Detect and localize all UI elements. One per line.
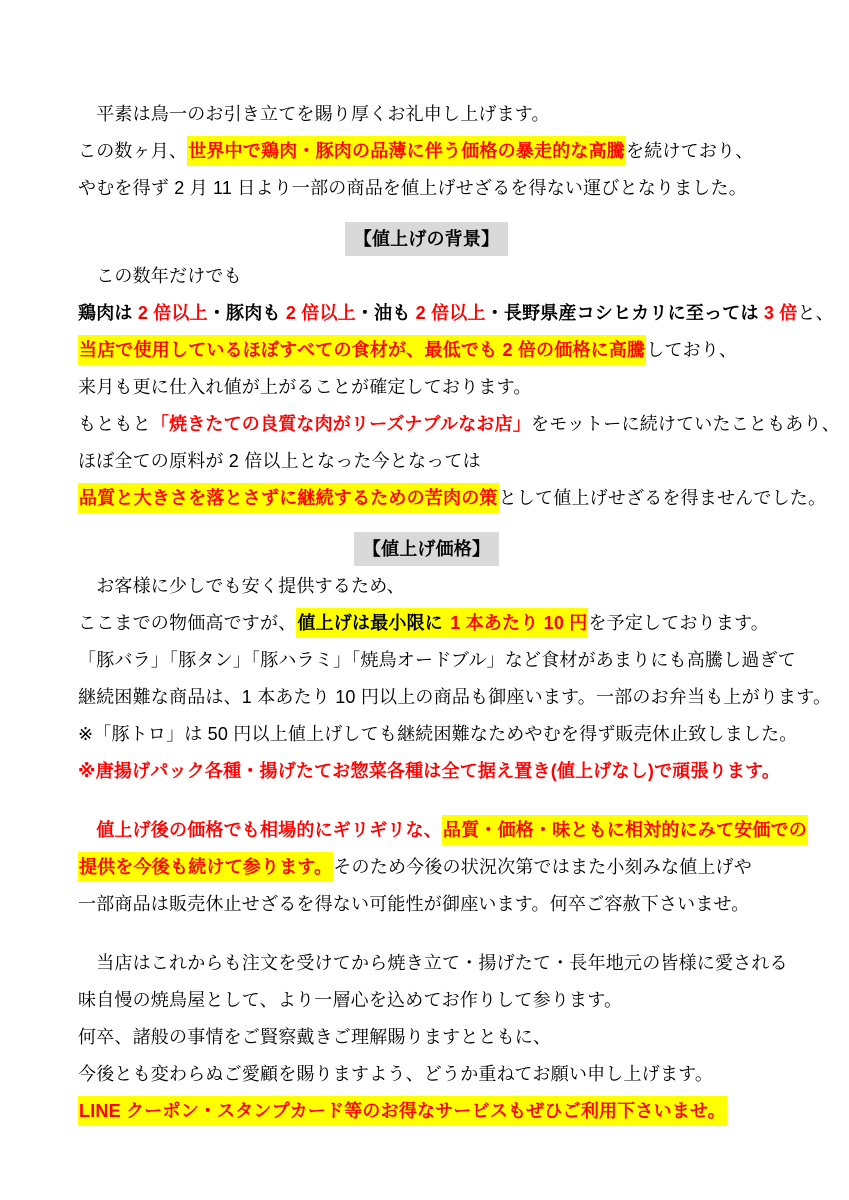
- paragraph: [78, 568, 832, 790]
- text-line: [78, 1056, 775, 1093]
- text-run: ほぼ全ての原料が 2 倍以上となった今となっては: [78, 451, 481, 471]
- text-run: ・長野県産コシヒカリに至っては: [485, 303, 764, 323]
- text-run: ※「豚トロ」は 50 円以上値上げしても継続困難なためやむを得ず販売休止致しました。: [78, 724, 798, 744]
- text-line: [78, 812, 807, 849]
- text-line: [78, 716, 798, 753]
- text-run: ・豚肉も: [207, 303, 286, 323]
- text-run: 何卒、諸般の事情をご賢察戴きご理解賜りますとともに、: [78, 1027, 552, 1047]
- text-line: [78, 170, 775, 207]
- text-run: やむを得ず 2 月 11 日より一部の商品を値上げせざるを得ない運びとなりました。: [78, 178, 747, 198]
- text-line: [78, 605, 775, 642]
- text-run: ※唐揚げパック各種・揚げたてお惣菜各種は全て据え置き(値上げなし)で頑張ります。: [78, 761, 781, 781]
- paragraph: [78, 945, 788, 1130]
- text-run: 当店で使用しているほぼすべての食材が、最低でも 2 倍の価格に高騰: [78, 335, 646, 365]
- text-line: [78, 96, 775, 133]
- text-run: として値上げせざるを得ませんでした。: [498, 488, 827, 508]
- paragraph-spacer: [78, 790, 775, 812]
- text-run: 今後とも変わらぬご愛顧を賜りますよう、どうか重ねてお願い申し上げます。: [78, 1064, 714, 1084]
- text-line: [78, 945, 788, 982]
- text-line: [78, 480, 827, 517]
- text-run: 値上げは最小限に: [296, 608, 444, 638]
- text-line: [78, 679, 832, 716]
- paragraph: [78, 96, 775, 207]
- text-run: 品質と大きさを落とさずに継続するための苦肉の策: [78, 483, 499, 513]
- text-run: 継続困難な商品は、1 本あたり 10 円以上の商品も御座います。一部のお弁当も上がります。: [78, 687, 832, 707]
- text-run: 2 倍以上: [285, 303, 356, 323]
- text-run: 2 倍以上: [137, 303, 208, 323]
- text-run: お客様に少しでも安く提供するため、: [78, 576, 405, 596]
- text-line: [78, 258, 775, 295]
- text-run: この数年だけでも: [78, 266, 242, 286]
- text-line: [78, 1019, 775, 1056]
- text-run: 来月も更に仕入れ値が上がることが確定しております。: [78, 377, 532, 397]
- text-line: [78, 849, 775, 886]
- section-heading: 【値上げ価格】: [354, 532, 499, 566]
- text-run: そのため今後の状況次第ではまた小刻みな値上げや: [333, 857, 752, 877]
- text-line: [78, 1093, 775, 1130]
- text-run: 品質・価格・味ともに相対的にみて安価での: [442, 815, 808, 845]
- section-heading: 【値上げの背景】: [345, 222, 509, 256]
- text-line: [78, 295, 834, 332]
- text-run: 当店はこれからも注文を受けてから焼き立て・揚げたて・長年地元の皆様に愛される: [78, 953, 788, 973]
- text-run: LINE クーポン・スタンプカード等のお得なサービスもぜひご利用下さいませ。: [78, 1096, 727, 1126]
- text-run: 鶏肉は: [78, 303, 138, 323]
- text-run: 3 倍: [763, 303, 798, 323]
- text-line: [78, 753, 781, 790]
- text-line: [78, 886, 775, 923]
- text-run: 味自慢の焼鳥屋として、より一層心を込めてお作りして参ります。: [78, 990, 623, 1010]
- paragraph: [78, 258, 840, 517]
- text-run: 平素は鳥一のお引き立てを賜り厚くお礼申し上げます。: [78, 104, 550, 124]
- section-heading-row: [78, 531, 775, 568]
- text-run: を予定しております。: [588, 613, 770, 633]
- text-line: [78, 982, 775, 1019]
- text-run: 提供を今後も続けて参ります。: [78, 852, 333, 882]
- text-run: 一部商品は販売休止せざるを得ない可能性が御座います。何卒ご容赦下さいませ。: [78, 894, 750, 914]
- section-heading-row: [78, 221, 775, 258]
- text-run: ここまでの物価高ですが、: [78, 613, 297, 633]
- text-run: と、: [797, 303, 834, 323]
- text-run: 「焼きたての良質な肉がリーズナブルなお店」: [150, 414, 532, 434]
- paragraph-spacer: [78, 923, 775, 945]
- text-line: [78, 406, 840, 443]
- text-run: しており、: [646, 340, 738, 360]
- text-line: [78, 133, 775, 170]
- text-run: この数ヶ月、: [78, 141, 188, 161]
- paragraph: [78, 812, 807, 923]
- text-line: [78, 642, 796, 679]
- text-run: 「豚バラ」「豚タン」「豚ハラミ」「焼鳥オードブル」など食材があまりにも高騰し過ぎて: [78, 650, 796, 670]
- text-run: 世界中で鶏肉・豚肉の品薄に伴う価格の暴走的な高騰: [187, 136, 626, 166]
- text-run: をモットーに続けていたこともあり、: [531, 414, 840, 434]
- text-run: もともと: [78, 414, 151, 434]
- text-line: [78, 369, 775, 406]
- text-run: 1 本あたり 10 円: [444, 608, 588, 638]
- text-run: 値上げ後の価格でも相場的にギリギリな、: [78, 820, 442, 840]
- text-run: を続けており、: [626, 141, 754, 161]
- text-line: [78, 332, 775, 369]
- text-run: ・油も: [355, 303, 416, 323]
- text-line: [78, 443, 775, 480]
- text-run: 2 倍以上: [415, 303, 486, 323]
- text-line: [78, 568, 775, 605]
